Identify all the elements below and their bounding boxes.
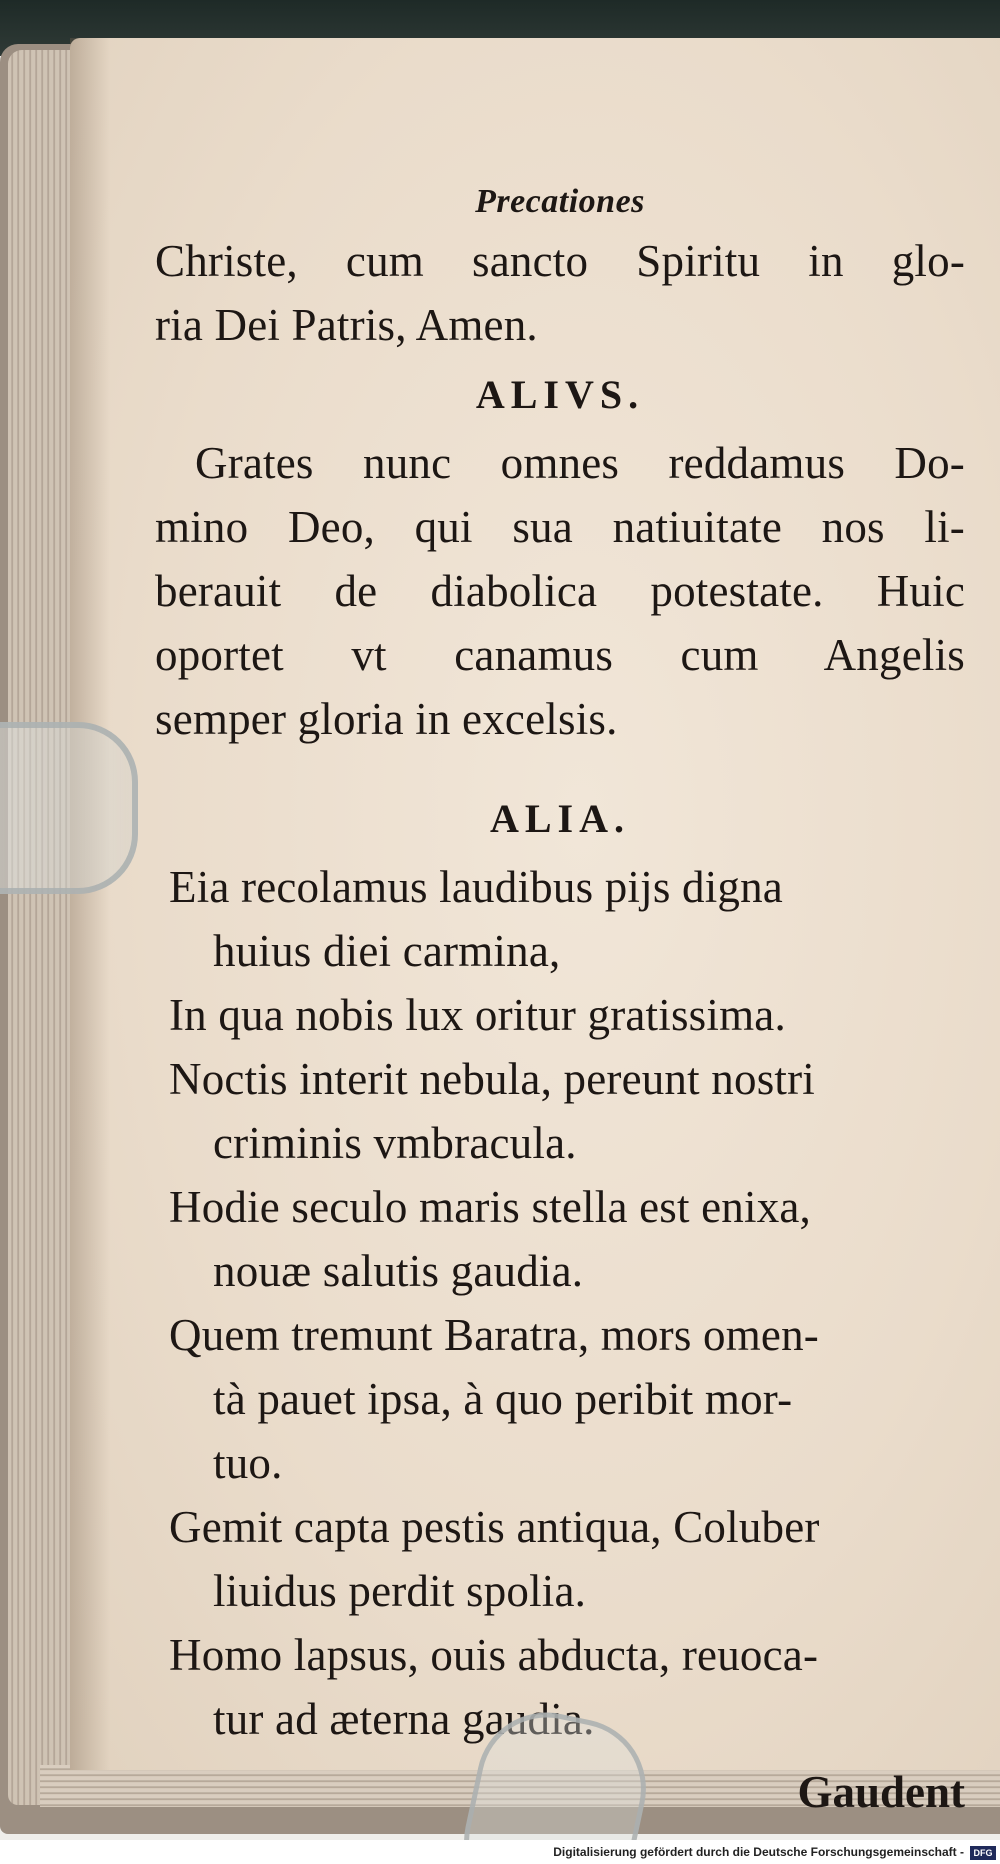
text-line: Grates nunc omnes reddamus Do- <box>195 438 965 488</box>
verse-line: huius diei carmina, <box>213 926 561 976</box>
page-text <box>155 183 965 1827</box>
text-line: oportet vt canamus cum Angelis <box>155 630 965 680</box>
verse-line: nouæ salutis gaudia. <box>213 1246 584 1296</box>
gutter-shadow <box>70 38 110 1770</box>
text-line: mino Deo, qui sua natiuitate nos li- <box>155 502 965 552</box>
verse-line: Noctis interit nebula, pereunt nostri <box>169 1054 815 1104</box>
verse-line: Quem tremunt Baratra, mors omen- <box>169 1310 819 1360</box>
verse-line: tuo. <box>213 1438 283 1488</box>
text-line: berauit de diabolica potestate. Huic <box>155 566 965 616</box>
page-edges-left <box>8 50 78 1805</box>
section-heading: ALIA. <box>489 796 631 841</box>
text-line: semper gloria in excelsis. <box>155 694 618 744</box>
verse-line: Hodie seculo maris stella est enixa, <box>169 1182 812 1232</box>
section-heading: ALIVS. <box>475 372 645 417</box>
text-line: Christe, cum sancto Spiritu in glo- <box>155 236 965 286</box>
verse-line: criminis vmbracula. <box>213 1118 577 1168</box>
dfg-logo-icon: DFG <box>970 1846 996 1860</box>
running-head: Precationes <box>475 183 645 220</box>
catchword: Gaudent <box>797 1767 965 1817</box>
digitization-footer <box>0 1840 1000 1864</box>
verse-line: tur ad æterna gaudia. <box>213 1694 595 1744</box>
footer-credit: Digitalisierung gefördert durch die Deutsche Forschungsgemeinschaft - <box>553 1845 964 1859</box>
verse-line: In qua nobis lux oritur gratissima. <box>169 990 786 1040</box>
page-clip-left <box>0 722 138 894</box>
verse-line: Eia recolamus laudibus pijs digna <box>169 862 783 912</box>
verse-list <box>155 855 965 1751</box>
verse-line: liuidus perdit spolia. <box>213 1566 587 1616</box>
verse-line: tà pauet ipsa, à quo peribit mor- <box>213 1374 793 1424</box>
verse-line: Gemit capta pestis antiqua, Coluber <box>169 1502 820 1552</box>
text-line: ria Dei Patris, Amen. <box>155 300 538 350</box>
verse-line: Homo lapsus, ouis abducta, reuoca- <box>169 1630 819 1680</box>
